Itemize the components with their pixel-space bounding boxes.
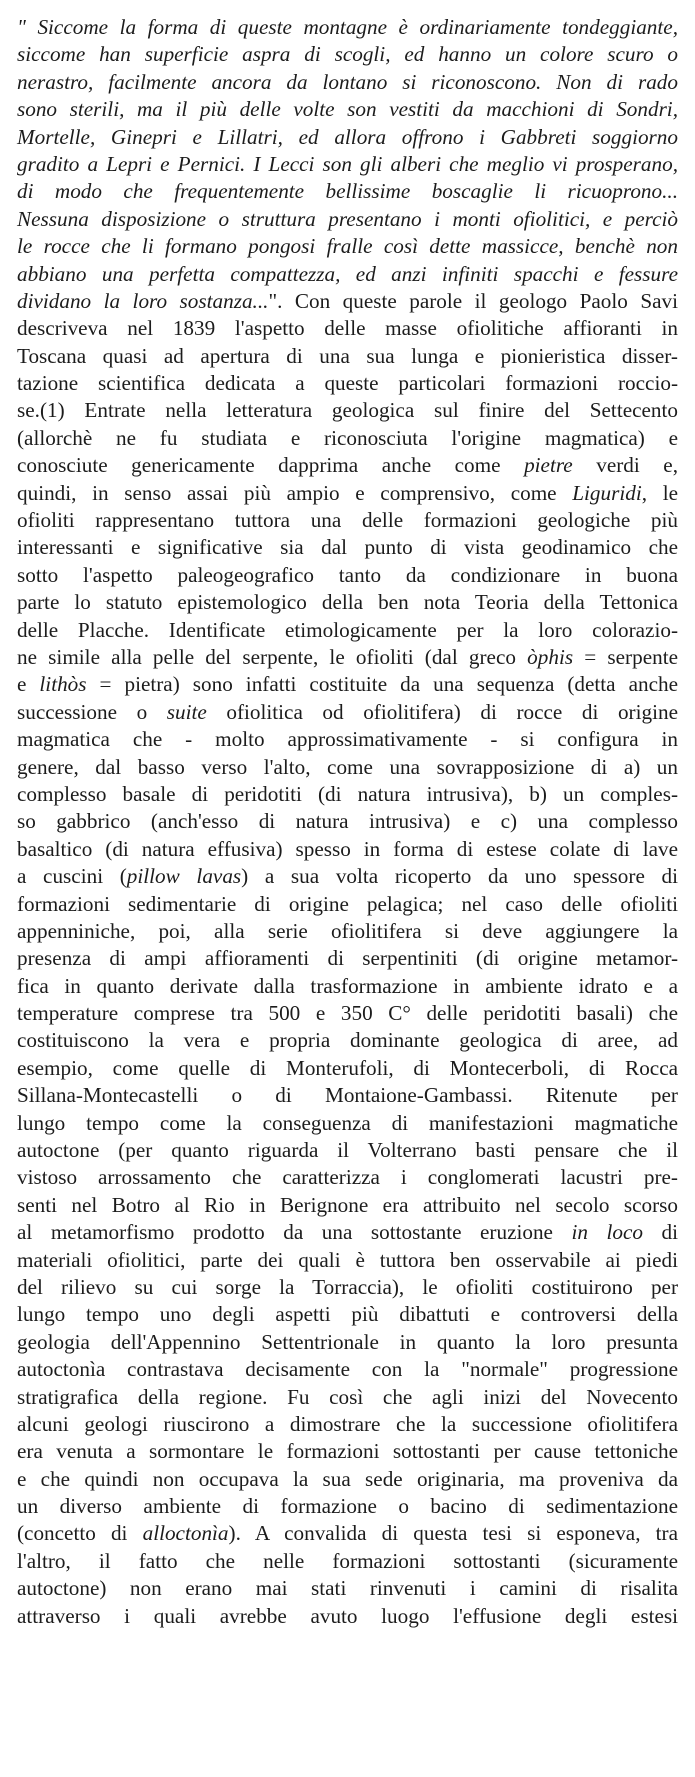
roman-text: appenniniche, poi, alla serie ofiolitifera si deve aggiungere la	[17, 918, 678, 943]
roman-text: ) a sua volta ricoperto da uno spessore di	[241, 864, 678, 889]
roman-text: stratigrafica della regione. Fu così che agli inizi del Novecento	[17, 1384, 678, 1409]
text-line	[17, 1082, 678, 1109]
italic-text: siccome han superficie aspra di scogli, ed hanno un colore scuro o	[17, 42, 678, 67]
italic-text: suite	[166, 699, 207, 724]
roman-text: presenza di ampi affioramenti di serpentiniti (di origine metamor-	[17, 946, 678, 971]
roman-text: Sillana-Montecastelli o di Montaione-Gambassi. Ritenute per	[17, 1083, 678, 1108]
text-line	[17, 1301, 678, 1328]
roman-text: e	[17, 672, 40, 697]
roman-text: di	[643, 1220, 679, 1245]
italic-text: nerastro, facilmente ancora da lontano si riconoscono. Non di rado	[17, 69, 678, 94]
roman-text: al metamorfismo prodotto da una sottostante eruzione	[17, 1220, 572, 1245]
roman-text: quindi, in senso assai più ampio e comprensivo, come	[17, 480, 573, 505]
text-line	[17, 69, 678, 96]
roman-text: era venuta a sormontare le formazioni sottostanti per cause tettoniche	[17, 1439, 678, 1464]
text-line	[17, 1247, 678, 1274]
roman-text: = serpente	[573, 644, 678, 669]
roman-text: tazione scientifica dedicata a queste particolari formazioni roccio-	[17, 371, 678, 396]
roman-text: (concetto di	[17, 1521, 143, 1546]
text-line	[17, 1411, 678, 1438]
roman-text: conosciute genericamente dapprima anche come	[17, 453, 525, 478]
text-line	[17, 1438, 678, 1465]
text-line	[17, 644, 678, 671]
text-line	[17, 343, 678, 370]
roman-text: parte lo statuto epistemologico della ben nota Teoria della Tettonica	[17, 590, 678, 615]
text-line	[17, 891, 678, 918]
roman-text: (allorchè ne fu studiata e riconosciuta l'origine magmatica) e	[17, 425, 678, 450]
text-line	[17, 41, 678, 68]
text-line	[17, 754, 678, 781]
text-line	[17, 425, 678, 452]
text-line	[17, 1493, 678, 1520]
text-line	[17, 480, 678, 507]
text-line	[17, 1192, 678, 1219]
roman-text: interessanti e significative sia dal punto di vista geodinamico che	[17, 535, 678, 560]
roman-text: temperature comprese tra 500 e 350 C° delle peridotiti basali) che	[17, 1001, 678, 1026]
text-line	[17, 1329, 678, 1356]
italic-text: " Siccome la forma di queste montagne è ordinariamente tondeggiante,	[17, 15, 678, 39]
italic-text: abbiano una perfetta compattezza, ed anzi infiniti spacchi e fessure	[17, 261, 678, 286]
text-line	[17, 781, 678, 808]
text-line	[17, 534, 678, 561]
text-line	[17, 452, 678, 479]
roman-text: esempio, come quelle di Monterufoli, di Montecerboli, di Rocca	[17, 1055, 678, 1080]
body-text	[17, 14, 678, 1630]
text-line	[17, 808, 678, 835]
italic-text: Mortelle, Ginepri e Lillatri, ed allora offrono i Gabbreti soggiorno	[17, 124, 678, 149]
roman-text: lungo tempo come la conseguenza di manifestazioni magmatiche	[17, 1110, 678, 1135]
roman-text: sotto l'aspetto paleogeografico tanto da condizionare in buona	[17, 562, 678, 587]
roman-text: se.(1) Entrate nella letteratura geologica sul finire del Settecento	[17, 398, 678, 423]
roman-text: delle Placche. Identificate etimologicamente per la loro colorazio-	[17, 617, 678, 642]
italic-text: Nessuna disposizione o struttura presentano i monti ofiolitici, e perciò	[17, 206, 678, 231]
roman-text: del rilievo su cui sorge la Torraccia), le ofioliti costituirono per	[17, 1274, 678, 1299]
text-line	[17, 178, 678, 205]
italic-text: òphis	[527, 644, 574, 669]
text-line	[17, 562, 678, 589]
text-line	[17, 699, 678, 726]
roman-text: , le	[641, 480, 678, 505]
text-line	[17, 151, 678, 178]
roman-text: un diverso ambiente di formazione o bacino di sedimentazione	[17, 1494, 678, 1519]
text-line	[17, 1055, 678, 1082]
roman-text: descriveva nel 1839 l'aspetto delle masse ofiolitiche affioranti in	[17, 316, 678, 341]
roman-text: magmatica che - molto approssimativamente - si configura in	[17, 727, 678, 752]
roman-text: senti nel Botro al Rio in Berignone era attribuito nel secolo scorso	[17, 1192, 678, 1217]
roman-text: l'altro, il fatto che nelle formazioni sottostanti (sicuramente	[17, 1548, 678, 1573]
roman-text: ". Con queste parole il geologo Paolo Savi	[268, 288, 678, 313]
roman-text: basaltico (di natura effusiva) spesso in forma di estese colate di lave	[17, 836, 678, 861]
roman-text: materiali ofiolitici, parte dei quali è tuttora ben osservabile ai piedi	[17, 1247, 678, 1272]
roman-text: e che quindi non occupava la sua sede originaria, ma proveniva da	[17, 1466, 678, 1491]
italic-text: dividano la loro sostanza...	[17, 288, 269, 313]
roman-text: autoctonìa contrastava decisamente con la "normale" progressione	[17, 1357, 678, 1382]
roman-text: autoctone (per quanto riguarda il Volterrano basti pensare che il	[17, 1138, 678, 1163]
roman-text: ne simile alla pelle del serpente, le ofioliti (dal greco	[17, 644, 528, 669]
roman-text: vistoso arrossamento che caratterizza i conglomerati lacustri pre-	[17, 1165, 678, 1190]
roman-text: formazioni sedimentarie di origine pelagica; nel caso delle ofioliti	[17, 891, 678, 916]
text-line	[17, 973, 678, 1000]
roman-text: successione o	[17, 699, 167, 724]
roman-text: a cuscini (	[17, 864, 127, 889]
roman-text: so gabbrico (anch'esso di natura intrusiva) e c) una complesso	[17, 809, 678, 834]
roman-text: genere, dal basso verso l'alto, come una sovrapposizione di a) un	[17, 754, 678, 779]
roman-text: autoctone) non erano mai stati rinvenuti i camini di risalita	[17, 1576, 678, 1601]
text-line	[17, 918, 678, 945]
italic-text: gradito a Lepri e Pernici. I Lecci son gli alberi che meglio vi prosperano,	[17, 151, 678, 176]
roman-text: ofioliti rappresentano tuttora una delle formazioni geologiche più	[17, 508, 678, 533]
text-line	[17, 1466, 678, 1493]
text-line	[17, 836, 678, 863]
text-line	[17, 1027, 678, 1054]
text-line	[17, 1000, 678, 1027]
roman-text: ). A convalida di questa tesi si esponeva, tra	[228, 1521, 678, 1546]
roman-text: ofiolitica od ofiolitifera) di rocce di origine	[206, 699, 678, 724]
roman-text: geologia dell'Appennino Settentrionale in quanto la loro presunta	[17, 1329, 678, 1354]
roman-text: fica in quanto derivate dalla trasformazione in ambiente idrato e a	[17, 973, 678, 998]
text-line	[17, 1110, 678, 1137]
text-line	[17, 1137, 678, 1164]
text-line	[17, 96, 678, 123]
text-line	[17, 945, 678, 972]
text-line	[17, 233, 678, 260]
text-line	[17, 14, 678, 41]
text-line	[17, 1274, 678, 1301]
text-line	[17, 726, 678, 753]
text-line	[17, 1384, 678, 1411]
italic-text: pillow lavas	[126, 864, 242, 889]
text-line	[17, 1164, 678, 1191]
roman-text: lungo tempo uno degli aspetti più dibattuti e controversi della	[17, 1302, 678, 1327]
text-line	[17, 1356, 678, 1383]
roman-text: complesso basale di peridotiti (di natura intrusiva), b) un comples-	[17, 781, 678, 806]
roman-text: costituiscono la vera e propria dominante geologica di aree, ad	[17, 1028, 678, 1053]
italic-text: in loco	[571, 1220, 643, 1245]
text-line	[17, 507, 678, 534]
text-line	[17, 671, 678, 698]
italic-text: le rocce che li formano pongosi fralle così dette massicce, benchè non	[17, 234, 678, 259]
italic-text: pietre	[524, 453, 573, 478]
italic-text: Liguridi	[572, 480, 642, 505]
text-line	[17, 315, 678, 342]
text-line	[17, 589, 678, 616]
text-line	[17, 1219, 678, 1246]
text-line	[17, 288, 678, 315]
text-line	[17, 370, 678, 397]
text-line	[17, 261, 678, 288]
roman-text: = pietra) sono infatti costituite da una sequenza (detta anche	[86, 672, 678, 697]
italic-text: di modo che frequentemente bellissime boscaglie li ricuoprono...	[17, 179, 678, 204]
italic-text: sono sterili, ma il più delle volte son vestiti da macchioni di Sondri,	[17, 97, 678, 122]
italic-text: alloctonìa	[142, 1521, 229, 1546]
text-line	[17, 617, 678, 644]
text-line	[17, 206, 678, 233]
roman-text: verdi e,	[572, 453, 678, 478]
roman-text: alcuni geologi riuscirono a dimostrare che la successione ofiolitifera	[17, 1411, 678, 1436]
text-line	[17, 1548, 678, 1575]
roman-text: Toscana quasi ad apertura di una sua lunga e pionieristica disser-	[17, 343, 678, 368]
text-line	[17, 397, 678, 424]
text-line	[17, 863, 678, 890]
text-line	[17, 1603, 678, 1630]
text-line	[17, 124, 678, 151]
text-line	[17, 1575, 678, 1602]
roman-text: attraverso i quali avrebbe avuto luogo l'effusione degli estesi	[17, 1603, 678, 1628]
italic-text: lithòs	[39, 672, 87, 697]
text-line	[17, 1520, 678, 1547]
